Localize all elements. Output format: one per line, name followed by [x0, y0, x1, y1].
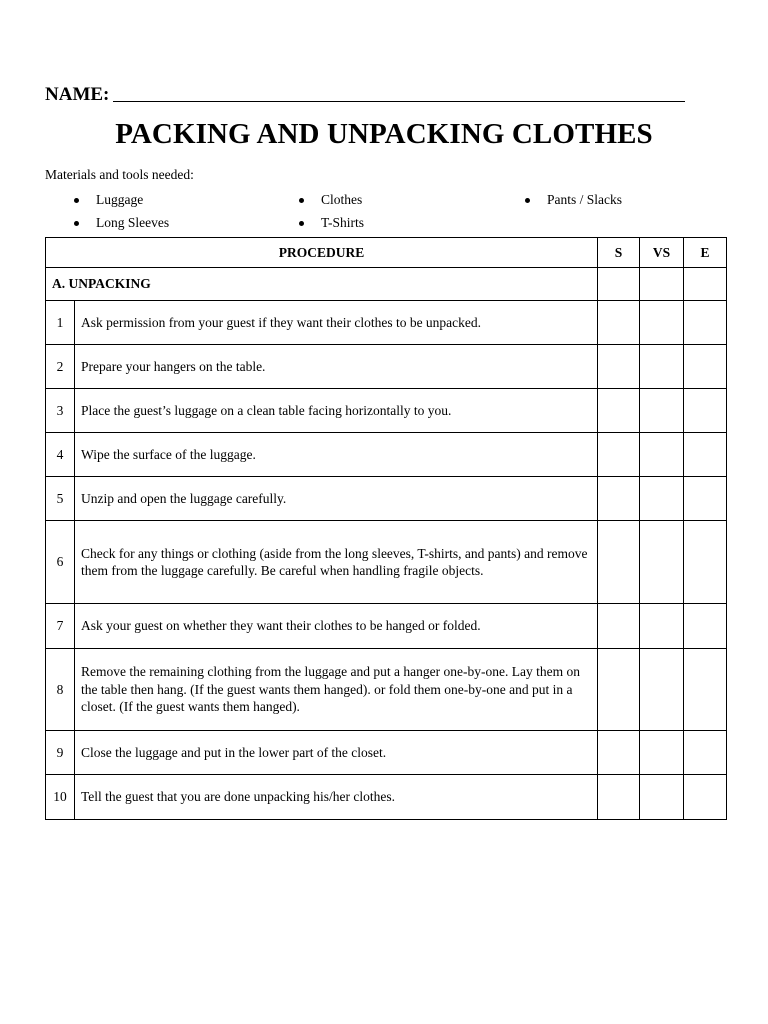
- rating-cell-vs[interactable]: [640, 268, 684, 301]
- step-number: 8: [46, 649, 75, 731]
- header-vs: VS: [640, 238, 684, 268]
- table-row: [46, 301, 727, 345]
- rating-cell-vs[interactable]: [640, 731, 684, 775]
- step-text: Wipe the surface of the luggage.: [75, 433, 598, 477]
- rating-cell-vs[interactable]: [640, 775, 684, 820]
- bullet-icon: [525, 198, 530, 203]
- rating-cell-e[interactable]: [684, 604, 727, 649]
- step-text: Ask your guest on whether they want their clothes to be hanged or folded.: [75, 604, 598, 649]
- rating-cell-s[interactable]: [598, 389, 640, 433]
- section-unpacking-label: A. UNPACKING: [46, 268, 598, 301]
- rating-cell-s[interactable]: [598, 521, 640, 604]
- page-title: PACKING AND UNPACKING CLOTHES: [115, 118, 653, 150]
- table-row: [46, 775, 727, 820]
- rating-cell-e[interactable]: [684, 433, 727, 477]
- table-row: [46, 345, 727, 389]
- step-number: 3: [46, 389, 75, 433]
- rating-cell-s[interactable]: [598, 301, 640, 345]
- rating-cell-vs[interactable]: [640, 301, 684, 345]
- rating-cell-s[interactable]: [598, 775, 640, 820]
- rating-cell-vs[interactable]: [640, 604, 684, 649]
- rating-cell-vs[interactable]: [640, 389, 684, 433]
- section-row: [46, 268, 727, 301]
- step-text: Place the guest’s luggage on a clean table facing horizontally to you.: [75, 389, 598, 433]
- material-item: [74, 192, 143, 208]
- table-row: [46, 521, 727, 604]
- step-text: Ask permission from your guest if they want their clothes to be unpacked.: [75, 301, 598, 345]
- step-number: 6: [46, 521, 75, 604]
- material-label: Long Sleeves: [96, 215, 170, 230]
- header-s: S: [598, 238, 640, 268]
- name-label: NAME:: [45, 84, 110, 105]
- step-number: 10: [46, 775, 75, 820]
- name-field: [45, 84, 685, 106]
- table-row: [46, 649, 727, 731]
- step-text: Check for any things or clothing (aside from the long sleeves, T-shirts, and pants) and remove them from the luggage carefully. Be careful when handling fragile objects.: [75, 521, 598, 604]
- rating-cell-e[interactable]: [684, 345, 727, 389]
- step-text: Close the luggage and put in the lower part of the closet.: [75, 731, 598, 775]
- rating-cell-vs[interactable]: [640, 345, 684, 389]
- rating-cell-e[interactable]: [684, 477, 727, 521]
- step-number: 9: [46, 731, 75, 775]
- rating-cell-s[interactable]: [598, 345, 640, 389]
- rating-cell-s[interactable]: [598, 268, 640, 301]
- rating-cell-e[interactable]: [684, 649, 727, 731]
- rating-cell-e[interactable]: [684, 268, 727, 301]
- step-text: Tell the guest that you are done unpacking his/her clothes.: [75, 775, 598, 820]
- rating-cell-s[interactable]: [598, 649, 640, 731]
- rating-cell-vs[interactable]: [640, 477, 684, 521]
- step-number: 7: [46, 604, 75, 649]
- rating-cell-e[interactable]: [684, 389, 727, 433]
- bullet-icon: [74, 221, 79, 226]
- table-row: [46, 477, 727, 521]
- material-label: Luggage: [96, 192, 144, 207]
- rating-cell-s[interactable]: [598, 433, 640, 477]
- rating-cell-e[interactable]: [684, 775, 727, 820]
- step-text: Remove the remaining clothing from the luggage and put a hanger one-by-one. Lay them on the table then hang. (If the guest wants them hanged). or fold them one-by-one and put in a closet. (If the guest wants them hanged).: [75, 649, 598, 731]
- table-row: [46, 731, 727, 775]
- material-item: [299, 215, 364, 231]
- step-number: 2: [46, 345, 75, 389]
- table-row: [46, 433, 727, 477]
- rating-cell-vs[interactable]: [640, 433, 684, 477]
- bullet-icon: [299, 198, 304, 203]
- rating-cell-s[interactable]: [598, 604, 640, 649]
- header-procedure: PROCEDURE: [46, 238, 598, 268]
- step-number: 4: [46, 433, 75, 477]
- rating-cell-e[interactable]: [684, 301, 727, 345]
- materials-label: Materials and tools needed:: [45, 167, 194, 182]
- step-text: Prepare your hangers on the table.: [75, 345, 598, 389]
- rating-cell-vs[interactable]: [640, 521, 684, 604]
- bullet-icon: [74, 198, 79, 203]
- rating-cell-e[interactable]: [684, 731, 727, 775]
- material-item: [299, 192, 362, 208]
- material-label: Clothes: [321, 192, 363, 207]
- step-number: 1: [46, 301, 75, 345]
- table-row: [46, 604, 727, 649]
- table-row: [46, 389, 727, 433]
- step-text: Unzip and open the luggage carefully.: [75, 477, 598, 521]
- rating-cell-vs[interactable]: [640, 649, 684, 731]
- material-label: Pants / Slacks: [547, 192, 623, 207]
- procedure-table: [45, 237, 727, 820]
- rating-cell-e[interactable]: [684, 521, 727, 604]
- rating-cell-s[interactable]: [598, 477, 640, 521]
- material-label: T-Shirts: [321, 215, 365, 230]
- rating-cell-s[interactable]: [598, 731, 640, 775]
- material-item: [525, 192, 622, 208]
- bullet-icon: [299, 221, 304, 226]
- name-blank-line[interactable]: [113, 100, 685, 102]
- header-e: E: [684, 238, 727, 268]
- material-item: [74, 215, 169, 231]
- table-header-row: [46, 238, 727, 268]
- step-number: 5: [46, 477, 75, 521]
